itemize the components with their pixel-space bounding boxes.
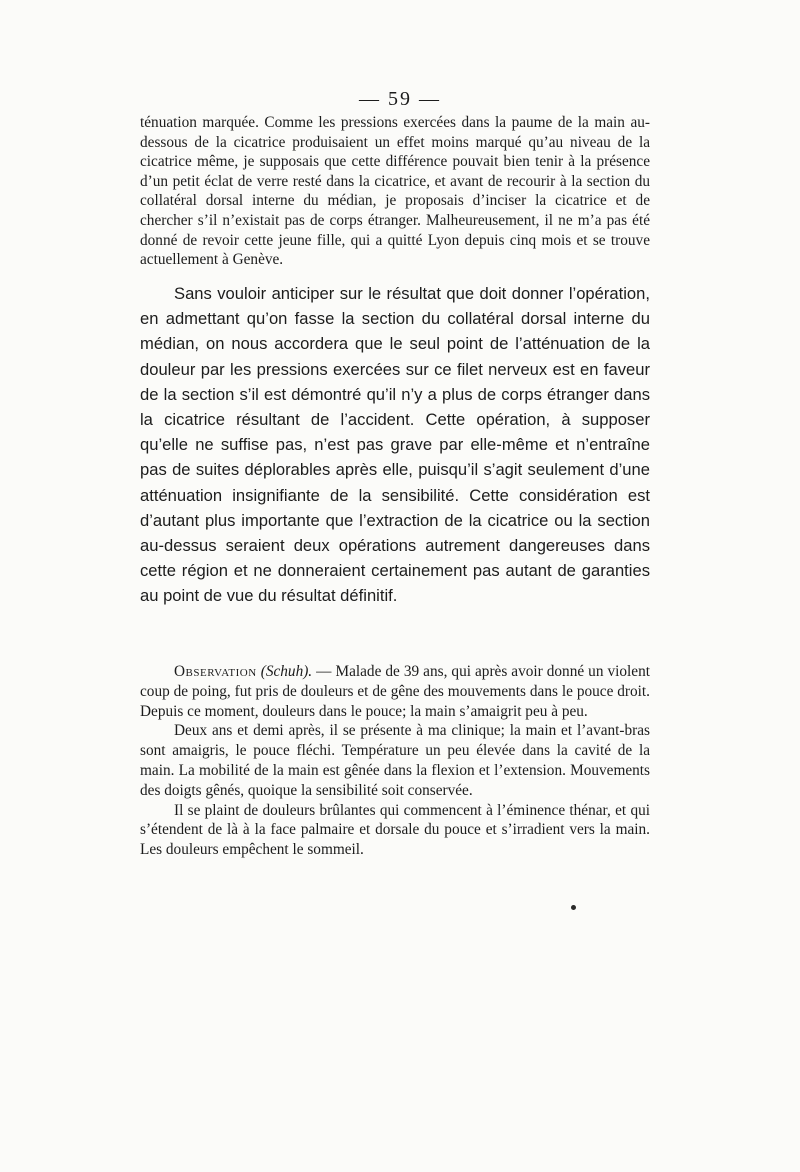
observation-author: (Schuh).: [260, 663, 313, 680]
observation-intro-text: — Malade de 39 ans, qui après avoir donné un violent coup de poing, fut pris de douleurs et de gêne des mouvements dans le pouce droit. Depuis ce moment, douleurs dans le pouce; la main s’amaigrit peu à peu.: [140, 663, 650, 720]
observation-intro: [140, 662, 650, 721]
paragraph-continuation: [140, 113, 650, 270]
observation-paragraph: [140, 721, 650, 800]
observation-paragraph-text: Deux ans et demi après, il se présente à ma clinique; la main et l’avant-bras sont amaigris, le pouce fléchi. Température un peu élevée dans la cavité de la main. La mobilité de la main est gênée dans la flexion et l’extension. Mouvements des doigts gênés, quoique la sensibilité soit conservée.: [140, 722, 650, 799]
paragraph-main: [140, 281, 650, 609]
paragraph-text: ténuation marquée. Comme les pressions exercées dans la paume de la main au-dessous de la cicatrice produisaient un effet moins marqué qu’au niveau de la cicatrice même, je supposais que cette différence pouvait bien tenir à la présence d’un petit éclat de verre resté dans la cicatrice, et avant de recourir à la section du collatéral dorsal interne du médian, je proposais d’inciser la cicatrice et de chercher s’il n’existait pas de corps étranger. Malheureusement, il ne m’a pas été donné de revoir cette jeune fille, qui a quitté Lyon depuis cinq mois et se trouve actuellement à Genève.: [140, 114, 650, 269]
observation-paragraph: [140, 801, 650, 860]
paragraph-text: [140, 281, 650, 609]
paragraph-body: Sans vouloir anticiper sur le résultat que doit donner l’opération, en admettant qu’on fasse la section du collatéral dorsal interne du médian, on nous accordera que le seul point de l’atténuation de la douleur par les pressions exercées sur ce filet nerveux est en faveur de la section s’il est démontré qu’il n’y a plus de corps étranger dans la cicatrice résultant de l’accident. Cette opération, à supposer qu’elle ne suffise pas, n’est pas grave par elle-même et n’entraîne pas de suites déplorables après elle, puisqu’il s’agit seulement d’une atténuation insignifiante de la sensibilité. Cette considération est d’autant plus importante que l’extraction de la cicatrice ou la section au-dessus seraient deux opérations autrement dangereuses dans cette région et ne donneraient certainement pas autant de garanties au point de vue du résultat définitif.: [140, 284, 650, 606]
ink-dot-mark: [571, 905, 576, 910]
page-number: — 59 —: [359, 88, 441, 110]
observation-heading: Observation: [174, 663, 257, 680]
observation-section: [140, 662, 650, 860]
observation-paragraph-text: Il se plaint de douleurs brûlantes qui commencent à l’éminence thénar, et qui s’étendent de là à la face palmaire et dorsale du pouce et s’irradient vers la main. Les douleurs empêchent le sommeil.: [140, 801, 650, 859]
